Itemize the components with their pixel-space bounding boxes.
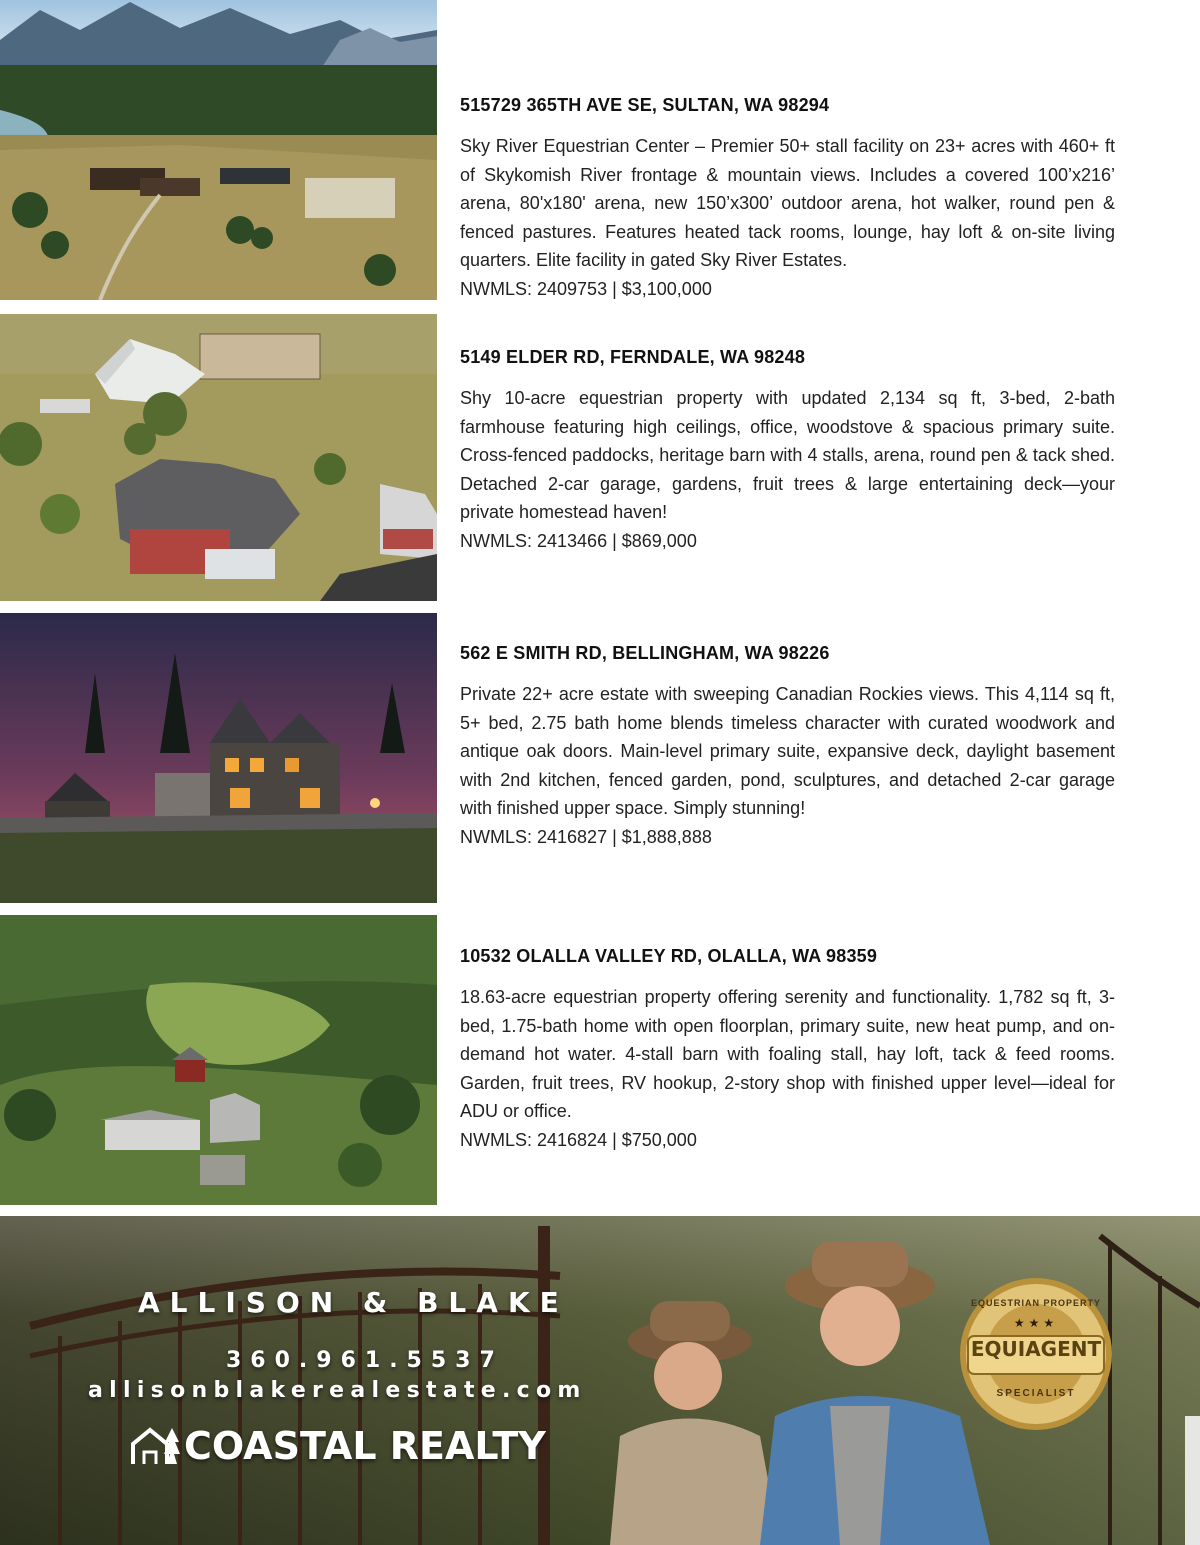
listing-info xyxy=(460,347,1115,556)
listing-2 xyxy=(0,314,1200,601)
listing-description: Private 22+ acre estate with sweeping Canadian Rockies views. This 4,114 sq ft, 5+ bed, 2.75 bath home blends timeless character with curated woodwork and antique oak doors. Main-level primary suite, expansive deck, daylight basement with 2nd kitchen, fenced garden, pond, sculptures, and detached 2-car garage with finished upper space. Simply stunning! xyxy=(460,684,1115,819)
listing-photo xyxy=(0,314,437,601)
listing-address: 515729 365TH AVE SE, SULTAN, WA 98294 xyxy=(460,95,830,115)
badge-main-text: EQUIAGENT xyxy=(970,1337,1102,1361)
listing-info xyxy=(460,95,1115,304)
listing-4 xyxy=(0,915,1200,1205)
listing-address: 5149 ELDER RD, FERNDALE, WA 98248 xyxy=(460,347,806,367)
equiagent-badge xyxy=(958,1276,1114,1432)
badge-stars: ★★★ xyxy=(1013,1316,1059,1330)
brokerage-name: COASTAL REALTY xyxy=(184,1424,546,1468)
photo-aerial-farmhouse xyxy=(0,314,437,601)
agent-phone[interactable]: 360.961.5537 xyxy=(226,1348,504,1373)
photo-aerial-equestrian-center xyxy=(0,0,437,300)
agent-banner xyxy=(0,1216,1200,1545)
listing-description: Sky River Equestrian Center – Premier 50+ stall facility on 23+ acres with 460+ ft of Skykomish River frontage & mountain views. Includes a covered 100’x216’ arena, 80'x180' arena, new 150’x300’ outdoor arena, hot walker, round pen & fenced pastures. Features heated tack rooms, lounge, hay loft & on-site living quarters. Elite facility in gated Sky River Estates. xyxy=(460,136,1115,271)
listing-info xyxy=(460,946,1115,1155)
listing-description: Shy 10-acre equestrian property with updated 2,134 sq ft, 3-bed, 2-bath farmhouse featuring high ceilings, office, woodstove & spacious primary suite. Cross-fenced paddocks, heritage barn with 4 stalls, arena, round pen & tack shed. Detached 2-car garage, gardens, fruit trees & large entertaining deck—your private homestead haven! xyxy=(460,388,1115,523)
badge-top-text: EQUESTRIAN PROPERTY xyxy=(970,1298,1101,1308)
listing-info xyxy=(460,643,1115,852)
listing-mls-price: NWMLS: 2416824 | $750,000 xyxy=(460,1129,697,1150)
badge-bottom-text: SPECIALIST xyxy=(996,1388,1076,1399)
photo-aerial-valley xyxy=(0,915,437,1205)
listing-3 xyxy=(0,613,1200,903)
agent-website[interactable]: allisonblakerealestate.com xyxy=(88,1378,587,1403)
listing-1 xyxy=(0,0,1200,300)
listing-photo xyxy=(0,0,437,300)
listing-photo xyxy=(0,915,437,1205)
listing-address: 10532 OLALLA VALLEY RD, OLALLA, WA 98359 xyxy=(460,946,878,966)
listing-mls-price: NWMLS: 2409753 | $3,100,000 xyxy=(460,278,712,299)
listing-address: 562 E SMITH RD, BELLINGHAM, WA 98226 xyxy=(460,643,830,663)
listing-mls-price: NWMLS: 2416827 | $1,888,888 xyxy=(460,826,712,847)
photo-twilight-estate xyxy=(0,613,437,903)
listing-photo xyxy=(0,613,437,903)
house-tree-logo-icon xyxy=(130,1424,180,1466)
listing-description: 18.63-acre equestrian property offering serenity and functionality. 1,782 sq ft, 3-bed, 1.75-bath home with open floorplan, primary suite, new heat pump, and on-demand hot water. 4-stall barn with foaling stall, hay loft, tack & feed rooms. Garden, fruit trees, RV hookup, 2-story shop with finished upper level—ideal for ADU or office. xyxy=(460,987,1115,1122)
agent-names: ALLISON & BLAKE xyxy=(138,1286,569,1319)
listing-mls-price: NWMLS: 2413466 | $869,000 xyxy=(460,530,697,551)
